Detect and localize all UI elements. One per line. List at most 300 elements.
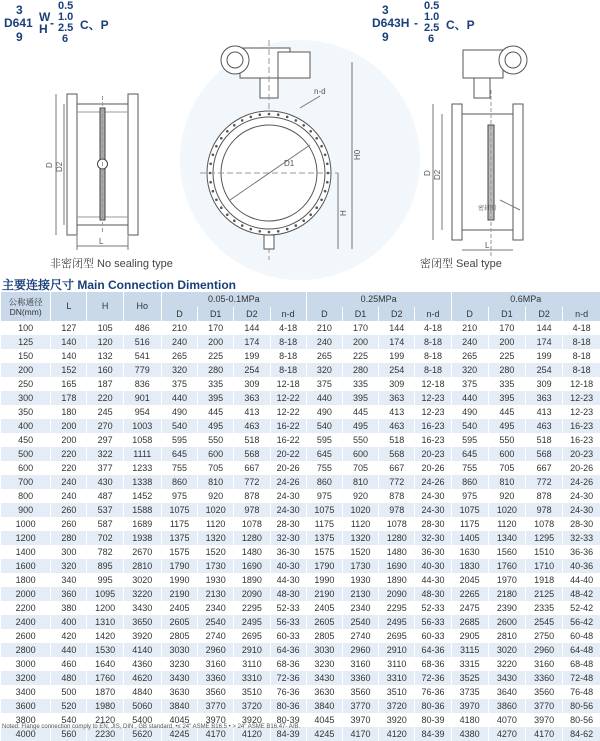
table-cell: 3720	[379, 699, 415, 713]
table-cell: 199	[525, 349, 562, 363]
table-cell: 320	[306, 363, 342, 377]
table-cell: 4-18	[415, 321, 451, 335]
table-cell: 3115	[451, 643, 488, 657]
table-cell: 12-18	[563, 377, 600, 391]
table-cell: 1120	[198, 517, 234, 531]
table-cell: 755	[161, 461, 197, 475]
table-cell: 3720	[234, 699, 270, 713]
table-cell: 1400	[1, 545, 51, 559]
table-cell: 309	[234, 377, 270, 391]
table-cell: 80-39	[415, 713, 451, 727]
table-cell: 645	[161, 447, 197, 461]
table-cell: 1120	[488, 517, 525, 531]
table-cell: 8-18	[563, 335, 600, 349]
table-cell: 127	[51, 321, 87, 335]
table-cell: 2190	[306, 587, 342, 601]
bolt-hole	[320, 145, 323, 148]
table-cell: 1058	[123, 433, 161, 447]
table-cell: 518	[234, 433, 270, 447]
table-cell: 2130	[198, 587, 234, 601]
table-cell: 5400	[123, 713, 161, 727]
table-cell: 180	[51, 405, 87, 419]
table-cell: 170	[198, 321, 234, 335]
table-cell: 667	[234, 461, 270, 475]
table-cell: 2540	[342, 615, 378, 629]
table-cell: 1295	[525, 531, 562, 545]
table-cell: 1452	[123, 489, 161, 503]
table-cell: 1990	[306, 573, 342, 587]
model-right-suffix: C、P	[446, 16, 475, 33]
table-cell: 220	[51, 447, 87, 461]
table-cell: 3400	[1, 685, 51, 699]
table-cell: 3920	[123, 629, 161, 643]
header-group-2: 0.25MPa	[306, 292, 451, 307]
table-cell: 4840	[123, 685, 161, 699]
table-cell: 3310	[234, 671, 270, 685]
table-cell: 44-40	[563, 573, 600, 587]
model-right-dash: -	[414, 16, 418, 30]
table-cell: 3920	[379, 713, 415, 727]
bolt-hole	[226, 130, 229, 133]
model-right-pressure-2: 2.5	[424, 22, 439, 34]
model-right-stack1-0: 3	[382, 3, 389, 17]
table-cell: 978	[234, 503, 270, 517]
table-cell: 978	[379, 503, 415, 517]
table-cell: 16-22	[270, 433, 306, 447]
table-cell: 500	[51, 685, 87, 699]
header-h: H	[87, 292, 123, 321]
table-cell: 1520	[198, 545, 234, 559]
table-cell: 3970	[342, 713, 378, 727]
table-cell: 340	[51, 573, 87, 587]
table-cell: 705	[488, 461, 525, 475]
table-cell: 165	[51, 377, 87, 391]
table-cell: 836	[123, 377, 161, 391]
table-cell: 2495	[234, 615, 270, 629]
table-cell: 254	[525, 363, 562, 377]
table-cell: 8-18	[270, 335, 306, 349]
table-cell: 1480	[234, 545, 270, 559]
dim-label-d2-left: D2	[55, 161, 64, 172]
table-cell: 322	[87, 447, 123, 461]
table-cell: 68-36	[270, 657, 306, 671]
table-cell: 36-36	[563, 545, 600, 559]
table-cell: 1830	[451, 559, 488, 573]
table-cell: 2800	[1, 643, 51, 657]
bolt-hole	[286, 116, 289, 119]
table-cell: 48-42	[563, 587, 600, 601]
table-cell: 518	[525, 433, 562, 447]
dimension-table	[0, 292, 600, 741]
table-cell: 1233	[123, 461, 161, 475]
table-cell: 568	[379, 447, 415, 461]
model-left-stack1-0: 3	[16, 3, 23, 17]
bolt-hole	[233, 219, 236, 222]
header-sub-d2: D2	[379, 307, 415, 321]
table-row	[1, 573, 600, 587]
table-row	[1, 461, 600, 475]
bolt-hole	[295, 224, 298, 227]
table-cell: 2605	[306, 615, 342, 629]
table-cell: 460	[51, 657, 87, 671]
table-cell: 2475	[451, 601, 488, 615]
table-cell: 1520	[342, 545, 378, 559]
table-cell: 335	[198, 377, 234, 391]
table-cell: 1790	[306, 559, 342, 573]
table-cell: 810	[488, 475, 525, 489]
table-cell: 810	[342, 475, 378, 489]
bolt-hole	[315, 137, 318, 140]
table-cell: 450	[1, 433, 51, 447]
table-cell: 1790	[161, 559, 197, 573]
table-cell: 2295	[379, 601, 415, 615]
section-title: 主要连接尺寸 Main Connection Dimention	[2, 276, 236, 293]
table-cell: 309	[379, 377, 415, 391]
seal-ring-label: 密封圈	[478, 204, 496, 212]
table-cell: 3220	[488, 657, 525, 671]
table-cell: 702	[87, 531, 123, 545]
table-cell: 80-36	[270, 699, 306, 713]
table-cell: 995	[87, 573, 123, 587]
table-cell: 1200	[87, 601, 123, 615]
table-cell: 24-30	[415, 489, 451, 503]
table-cell: 1175	[161, 517, 197, 531]
table-cell: 60-33	[415, 629, 451, 643]
table-cell: 2265	[451, 587, 488, 601]
table-cell: 240	[306, 335, 342, 349]
table-cell: 2390	[488, 601, 525, 615]
table-cell: 144	[379, 321, 415, 335]
table-cell: 144	[525, 321, 562, 335]
table-cell: 32-30	[415, 531, 451, 545]
table-cell: 4270	[488, 727, 525, 741]
table-cell: 16-23	[563, 419, 600, 433]
header-group-1: 0.05-0.1MPa	[161, 292, 306, 307]
table-cell: 1078	[234, 517, 270, 531]
table-cell: 1630	[451, 545, 488, 559]
table-cell: 84-62	[563, 727, 600, 741]
table-cell: 20-23	[415, 447, 451, 461]
table-cell: 3160	[525, 657, 562, 671]
table-cell: 541	[123, 349, 161, 363]
table-row	[1, 601, 600, 615]
table-cell: 2600	[488, 615, 525, 629]
table-cell: 12-23	[415, 391, 451, 405]
table-cell: 487	[87, 489, 123, 503]
table-cell: 1003	[123, 419, 161, 433]
table-cell: 2090	[379, 587, 415, 601]
table-cell: 755	[306, 461, 342, 475]
table-cell: 2125	[525, 587, 562, 601]
table-cell: 782	[87, 545, 123, 559]
header-sub-d1: D1	[488, 307, 525, 321]
table-cell: 1020	[488, 503, 525, 517]
table-cell: 1078	[379, 517, 415, 531]
header-sub-nd: n-d	[563, 307, 600, 321]
dim-label-d1: D1	[284, 159, 295, 168]
table-cell: 200	[51, 433, 87, 447]
table-cell: 3000	[1, 657, 51, 671]
bolt-hole	[309, 130, 312, 133]
table-cell: 1690	[379, 559, 415, 573]
table-cell: 2405	[161, 601, 197, 615]
table-cell: 3360	[342, 671, 378, 685]
table-cell: 300	[1, 391, 51, 405]
table-cell: 260	[51, 517, 87, 531]
table-cell: 1075	[161, 503, 197, 517]
table-cell: 3970	[525, 713, 562, 727]
table-cell: 144	[234, 321, 270, 335]
table-cell: 495	[198, 419, 234, 433]
table-cell: 40-36	[563, 559, 600, 573]
table-cell: 2810	[123, 559, 161, 573]
table-cell: 445	[198, 405, 234, 419]
table-cell: 265	[306, 349, 342, 363]
table-body	[1, 321, 600, 741]
table-cell: 3230	[306, 657, 342, 671]
table-cell: 1870	[87, 685, 123, 699]
table-cell: 3560	[198, 685, 234, 699]
table-row	[1, 475, 600, 489]
table-cell: 2540	[198, 615, 234, 629]
table-cell: 240	[161, 335, 197, 349]
table-cell: 1938	[123, 531, 161, 545]
table-row	[1, 517, 600, 531]
bolt-hole	[241, 119, 244, 122]
bolt-hole	[302, 124, 305, 127]
table-cell: 297	[87, 433, 123, 447]
table-cell: 125	[1, 335, 51, 349]
table-cell: 1930	[342, 573, 378, 587]
table-cell: 920	[198, 489, 234, 503]
table-cell: 20-22	[270, 447, 306, 461]
table-cell: 280	[198, 363, 234, 377]
header-sub-d: D	[306, 307, 342, 321]
table-cell: 1111	[123, 447, 161, 461]
table-cell: 3770	[198, 699, 234, 713]
valve-technical-drawing	[0, 0, 600, 275]
table-cell: 2495	[379, 615, 415, 629]
table-cell: 2295	[234, 601, 270, 615]
table-cell: 72-48	[563, 671, 600, 685]
table-cell: 178	[51, 391, 87, 405]
table-cell: 2905	[451, 629, 488, 643]
table-cell: 540	[451, 419, 488, 433]
table-cell: 363	[525, 391, 562, 405]
table-cell: 1480	[379, 545, 415, 559]
table-cell: 16-23	[415, 433, 451, 447]
table-cell: 200	[342, 335, 378, 349]
table-cell: 1575	[161, 545, 197, 559]
table-cell: 480	[51, 671, 87, 685]
table-cell: 440	[51, 643, 87, 657]
table-cell: 4045	[161, 713, 197, 727]
table-cell: 199	[379, 349, 415, 363]
table-cell: 463	[379, 419, 415, 433]
table-cell: 1689	[123, 517, 161, 531]
table-cell: 24-30	[563, 489, 600, 503]
table-cell: 265	[161, 349, 197, 363]
bolt-hole	[326, 181, 329, 184]
table-cell: 463	[234, 419, 270, 433]
table-cell: 265	[451, 349, 488, 363]
table-cell: 60-48	[563, 629, 600, 643]
table-cell: 1175	[451, 517, 488, 531]
table-row	[1, 489, 600, 503]
table-cell: 76-36	[270, 685, 306, 699]
table-cell: 3110	[234, 657, 270, 671]
table-cell: 495	[342, 419, 378, 433]
bolt-hole	[220, 137, 223, 140]
table-cell: 5060	[123, 699, 161, 713]
table-cell: 420	[51, 629, 87, 643]
table-cell: 595	[161, 433, 197, 447]
table-cell: 4170	[198, 727, 234, 741]
table-cell: 2405	[306, 601, 342, 615]
table-cell: 1640	[87, 657, 123, 671]
table-cell: 1800	[1, 573, 51, 587]
table-cell: 56-33	[415, 615, 451, 629]
dim-label-d-right: D	[423, 170, 432, 176]
table-cell: 210	[451, 321, 488, 335]
table-cell: 225	[342, 349, 378, 363]
table-cell: 1710	[525, 559, 562, 573]
table-cell: 24-26	[270, 475, 306, 489]
bolt-hole	[286, 228, 289, 231]
table-cell: 537	[87, 503, 123, 517]
table-cell: 2600	[1, 629, 51, 643]
table-cell: 1200	[1, 531, 51, 545]
bolt-hole	[250, 228, 253, 231]
table-row	[1, 545, 600, 559]
table-cell: 105	[87, 321, 123, 335]
table-cell: 8-18	[415, 349, 451, 363]
table-cell: 4120	[234, 727, 270, 741]
table-cell: 2335	[525, 601, 562, 615]
table-cell: 1375	[161, 531, 197, 545]
table-cell: 4-18	[563, 321, 600, 335]
header-dn-line2: DN(mm)	[10, 307, 42, 317]
model-right-pressure-1: 1.0	[424, 11, 439, 23]
table-cell: 80-56	[563, 699, 600, 713]
table-cell: 800	[1, 489, 51, 503]
table-cell: 254	[234, 363, 270, 377]
table-cell: 375	[451, 377, 488, 391]
table-cell: 2695	[379, 629, 415, 643]
table-cell: 300	[51, 545, 87, 559]
table-cell: 375	[161, 377, 197, 391]
table-cell: 220	[87, 391, 123, 405]
table-cell: 860	[451, 475, 488, 489]
table-cell: 2960	[525, 643, 562, 657]
table-cell: 1020	[198, 503, 234, 517]
bolt-hole	[241, 224, 244, 227]
header-sub-d: D	[161, 307, 197, 321]
table-cell: 975	[451, 489, 488, 503]
table-cell: 12-23	[415, 405, 451, 419]
table-cell: 2230	[87, 727, 123, 741]
table-cell: 24-30	[415, 503, 451, 517]
table-cell: 490	[306, 405, 342, 419]
bolt-hole	[309, 213, 312, 216]
table-cell: 24-30	[270, 503, 306, 517]
table-cell: 3200	[1, 671, 51, 685]
table-cell: 36-30	[270, 545, 306, 559]
table-cell: 24-26	[415, 475, 451, 489]
table-cell: 3920	[234, 713, 270, 727]
table-cell: 400	[1, 419, 51, 433]
bolt-hole	[320, 199, 323, 202]
table-cell: 1730	[342, 559, 378, 573]
table-row	[1, 419, 600, 433]
table-cell: 174	[379, 335, 415, 349]
table-cell: 220	[51, 461, 87, 475]
bolt-hole	[209, 163, 212, 166]
table-cell: 540	[51, 713, 87, 727]
bolt-hole	[215, 145, 218, 148]
table-cell: 440	[161, 391, 197, 405]
table-cell: 1320	[342, 531, 378, 545]
table-cell: 309	[525, 377, 562, 391]
model-left-pressure-2: 2.5	[58, 22, 73, 34]
table-cell: 395	[198, 391, 234, 405]
table-cell: 2960	[342, 643, 378, 657]
table-cell: 3970	[198, 713, 234, 727]
table-cell: 490	[451, 405, 488, 419]
table-row	[1, 363, 600, 377]
bolt-hole	[295, 119, 298, 122]
model-right-pressure-3: 6	[428, 33, 434, 45]
table-cell: 350	[1, 405, 51, 419]
table-cell: 540	[306, 419, 342, 433]
table-cell: 3230	[161, 657, 197, 671]
model-right-prefix: D643H	[372, 16, 409, 30]
table-cell: 2910	[234, 643, 270, 657]
caption-seal: 密闭型 Seal type	[420, 255, 502, 271]
table-cell: 500	[1, 447, 51, 461]
table-cell: 3630	[306, 685, 342, 699]
table-cell: 2740	[198, 629, 234, 643]
table-cell: 3510	[234, 685, 270, 699]
table-cell: 3800	[1, 713, 51, 727]
table-cell: 560	[51, 727, 87, 741]
table-cell: 4380	[451, 727, 488, 741]
header-dn-line1: 公称通径	[9, 297, 43, 307]
table-row	[1, 671, 600, 685]
table-cell: 667	[525, 461, 562, 475]
table-cell: 3770	[525, 699, 562, 713]
table-cell: 600	[198, 447, 234, 461]
table-cell: 700	[1, 475, 51, 489]
table-row	[1, 559, 600, 573]
table-cell: 878	[525, 489, 562, 503]
header-dn	[1, 292, 51, 321]
model-left-pressure-3: 6	[62, 33, 68, 45]
model-left-dash: -	[50, 16, 54, 30]
table-cell: 170	[488, 321, 525, 335]
table-row	[1, 405, 600, 419]
table-cell: 3510	[379, 685, 415, 699]
table-cell: 430	[87, 475, 123, 489]
table-cell: 878	[234, 489, 270, 503]
table-cell: 490	[161, 405, 197, 419]
table-cell: 516	[123, 335, 161, 349]
table-cell: 2340	[342, 601, 378, 615]
table-cell: 280	[342, 363, 378, 377]
table-cell: 3110	[379, 657, 415, 671]
table-cell: 3560	[342, 685, 378, 699]
header-sub-d: D	[451, 307, 488, 321]
